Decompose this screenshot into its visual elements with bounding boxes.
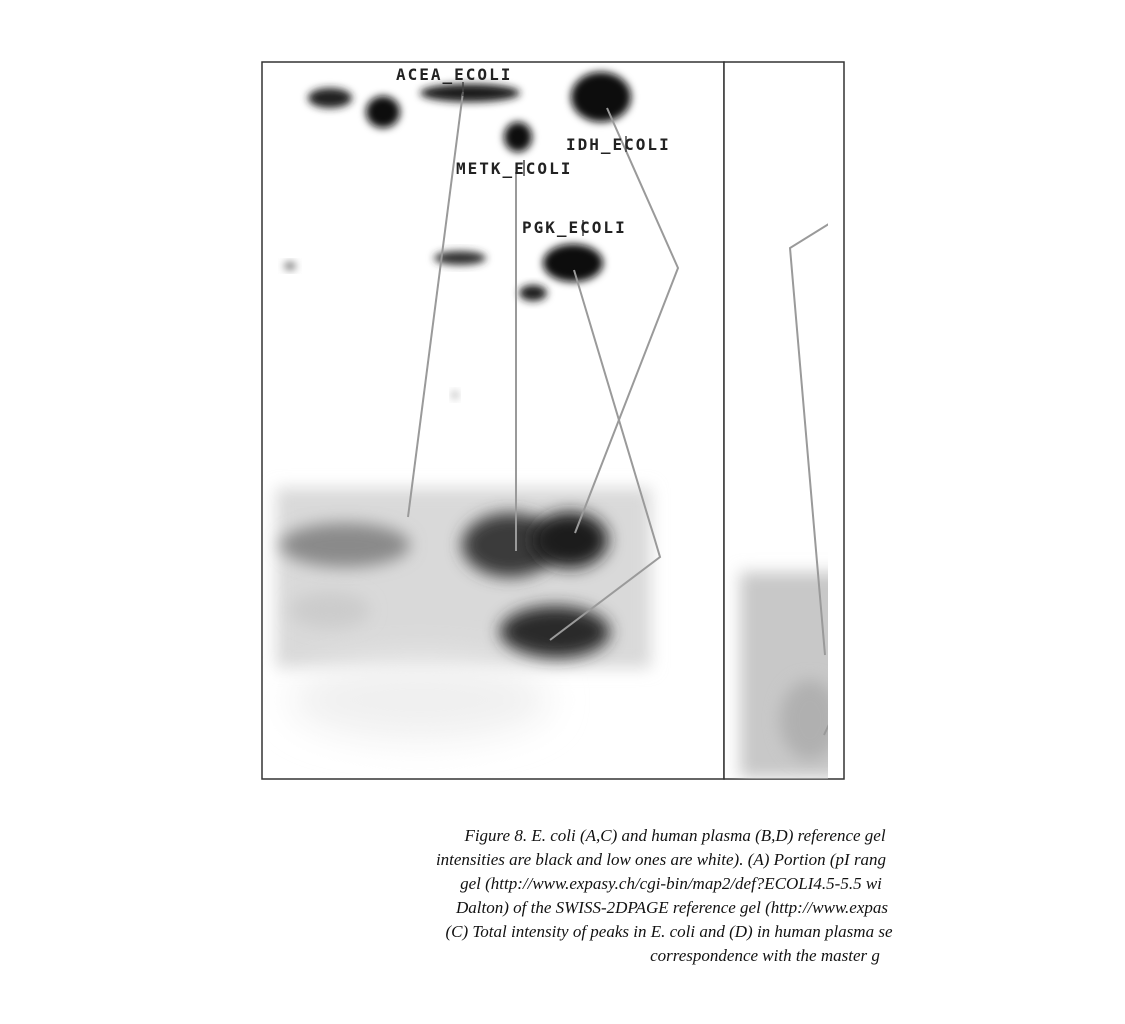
spot-label-acea: ACEA_ECOLI: [396, 65, 513, 84]
intensity-peak: [290, 592, 370, 628]
gel-spot: [519, 285, 547, 301]
gel-spot: [420, 84, 520, 102]
gel-spot: [308, 88, 352, 108]
caption-line: correspondence with the master g: [650, 946, 880, 965]
caption-line: (C) Total intensity of peaks in E. coli and (D) in human plasma se: [445, 922, 893, 941]
gel-spot: [504, 122, 532, 152]
intensity-peak: [500, 606, 610, 658]
intensity-peak: [532, 512, 608, 568]
gel-spot: [452, 391, 458, 399]
caption-line: Figure 8. E. coli (A,C) and human plasma (B,D) reference gel: [464, 826, 886, 845]
gel-spot: [284, 262, 296, 270]
gel-spot: [571, 72, 631, 122]
gel-spot: [366, 96, 400, 128]
gel-spot: [543, 244, 603, 282]
spot-label-idh: IDH_ECOLI: [566, 135, 671, 154]
caption-line: gel (http://www.expasy.ch/cgi-bin/map2/def?ECOLI4.5-5.5 wi: [460, 874, 882, 893]
intensity-halo: [290, 660, 550, 740]
figure-caption: [225, 824, 1125, 968]
intensity-peak: [280, 523, 410, 567]
caption-line: Dalton) of the SWISS-2DPAGE reference gel (http://www.expas: [456, 898, 888, 917]
caption-line: intensities are black and low ones are white). (A) Portion (pI rang: [435, 850, 887, 869]
spot-label-metk: METK_ECOLI: [456, 159, 573, 178]
spot-label-pgk: PGK_ECOLI: [522, 218, 627, 237]
